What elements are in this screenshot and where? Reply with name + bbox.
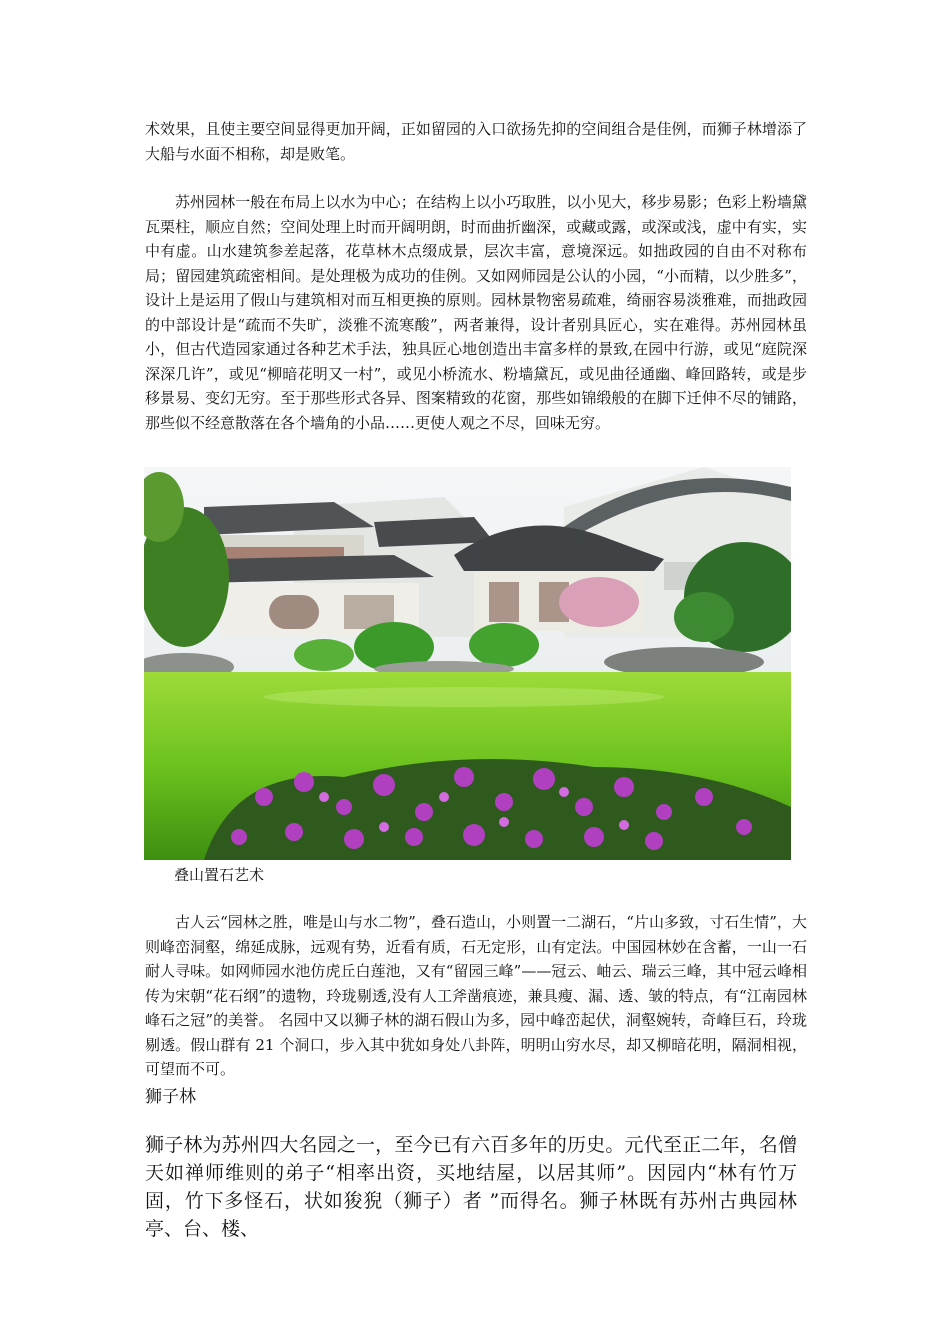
paragraph-rockery-art: 古人云“园林之胜，唯是山与水二物”，叠石造山，小则置一二湖石，“片山多致，寸石生情”，大则峰峦洞壑，绵延成脉，远观有势，近看有质，石无定形，山有定法。中国园林妙在含蓄，一山一石耐人寻味。如网师园水池仿虎丘白莲池，又有“留园三峰”——冠云、岫云、瑞云三峰，其中冠云峰相传为宋朝“花石纲”的遗物，玲珑剔透,没有人工斧凿痕迹，兼具瘦、漏、透、皱的特点，有“江南园林峰石之冠”的美誉。 名园中又以狮子林的湖石假山为多，园中峰峦起伏，洞壑婉转，奇峰巨石，玲珑剔透。假山群有 21 个洞口，步入其中犹如身处八卦阵，明明山穷水尽，却又柳暗花明，隔洞相视，可望而不可。 (145, 913, 807, 1078)
figure-caption: 叠山置石艺术 (174, 866, 265, 884)
paragraph-suzhou-gardens: 苏州园林一般在布局上以水为中心；在结构上以小巧取胜，以小见大，移步易影；色彩上粉墙黛瓦栗柱，顺应自然；空间处理上时而开阔明朗，时而曲折幽深，或藏或露，或深或浅，虚中有实，实中有虚。山水建筑参差起落，花草林木点缀成景，层次丰富，意境深远。如拙政园的自由不对称布局；留园建筑疏密相间。是处理极为成功的佳例。又如网师园是公认的小园，“小而精，以少胜多”，设计上是运用了假山与建筑相对而互相更换的原则。园林景物密易疏难，绮丽容易淡雅难，而拙政园的中部设计是“疏而不失旷，淡雅不流寒酸”，两者兼得，设计者别具匠心，实在难得。苏州园林虽小，但古代造园家通过各种艺术手法，独具匠心地创造出丰富多样的景致,在园中行游，或见“庭院深深深几许”，或见“柳暗花明又一村”，或见小桥流水、粉墙黛瓦，或见曲径通幽、峰回路转，或是步移景易、变幻无穷。至于那些形式各异、图案精致的花窗，那些如锦缎般的在脚下迁伸不尽的铺路，那些似不经意散落在各个墙角的小品……更使人观之不尽，回味无穷。 (145, 193, 807, 432)
section-heading: 狮子林 (145, 1087, 196, 1107)
garden-photo (144, 467, 791, 860)
paragraph-1: 术效果，且使主要空间显得更加开阔，正如留园的入口欲扬先抑的空间组合是佳例，而狮子林增添了大船与水面不相称，却是败笔。 (145, 120, 807, 163)
paragraph-lion-grove: 狮子林为苏州四大名园之一，至今已有六百多年的历史。元代至正二年，名僧天如禅师维则的弟子“相率出资，买地结屋，以居其师”。因园内“林有竹万固，竹下多怪石，状如狻猊（狮子）者 ”而得名。狮子林既有苏州古典园林亭、台、楼、 (145, 1134, 797, 1240)
